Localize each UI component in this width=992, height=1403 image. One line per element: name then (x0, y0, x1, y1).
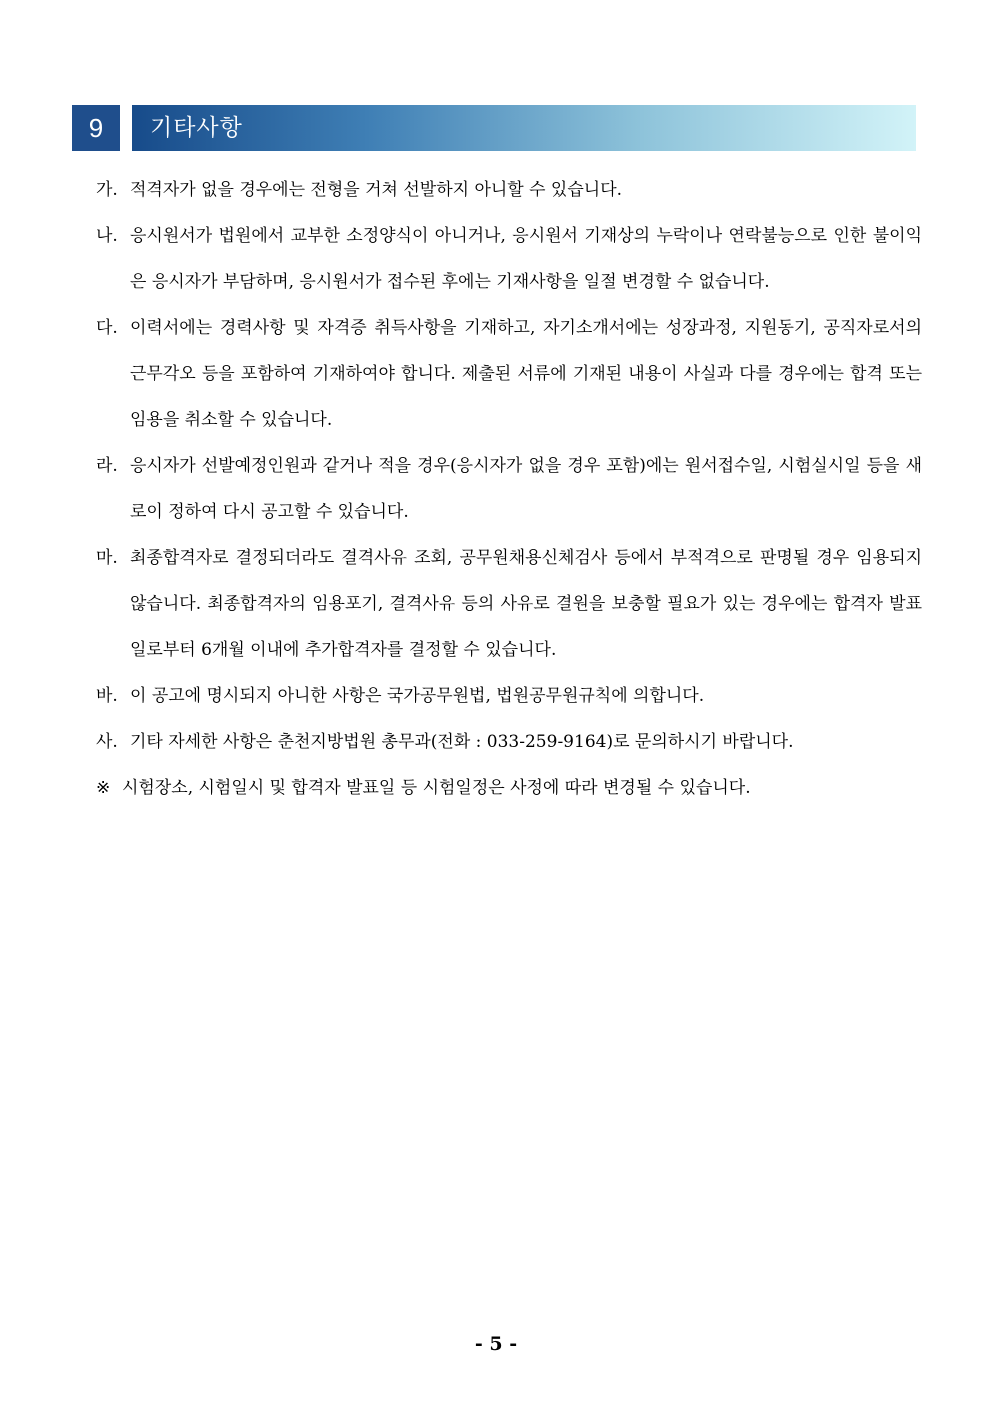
note-marker: ※ (96, 778, 111, 798)
list-item-sa (96, 719, 922, 765)
item-text: 이력서에는 경력사항 및 자격증 취득사항을 기재하고, 자기소개서에는 성장과정, 지원동기, 공직자로서의 근무각오 등을 포함하여 기재하여야 합니다. 제출된 서류에 기재된 내용이 사실과 다를 경우에는 합격 또는 임용을 취소할 수 있습니다. (130, 318, 922, 430)
item-marker: 가. (96, 180, 118, 200)
notice-content (96, 167, 922, 811)
list-item-ra (96, 443, 922, 535)
note-text: 시험장소, 시험일시 및 합격자 발표일 등 시험일정은 사정에 따라 변경될 수 있습니다. (122, 778, 751, 798)
section-title: 기타사항 (150, 115, 243, 141)
item-marker: 다. (96, 318, 118, 338)
list-item-na (96, 213, 922, 305)
item-text: 응시원서가 법원에서 교부한 소정양식이 아니거나, 응시원서 기재상의 누락이나 연락불능으로 인한 불이익은 응시자가 부담하며, 응시원서가 접수된 후에는 기재사항을 일절 변경할 수 없습니다. (130, 226, 922, 292)
list-item-ma (96, 535, 922, 673)
schedule-change-note (96, 765, 922, 811)
page-number: - 5 - (474, 1333, 518, 1355)
item-text: 기타 자세한 사항은 춘천지방법원 총무과(전화 : 033-259-9164)로 문의하시기 바랍니다. (130, 732, 794, 752)
item-marker: 마. (96, 548, 118, 568)
item-marker: 라. (96, 456, 118, 476)
list-item-da (96, 305, 922, 443)
section-number: 9 (72, 105, 120, 151)
item-text: 최종합격자로 결정되더라도 결격사유 조회, 공무원채용신체검사 등에서 부적격으로 판명될 경우 임용되지 않습니다. 최종합격자의 임용포기, 결격사유 등의 사유로 결원을 보충할 필요가 있는 경우에는 합격자 발표일로부터 6개월 이내에 추가합격자를 결정할 수 있습니다. (130, 548, 922, 660)
item-marker: 나. (96, 226, 118, 246)
section-header (72, 105, 916, 151)
item-text: 적격자가 없을 경우에는 전형을 거쳐 선발하지 아니할 수 있습니다. (130, 180, 623, 200)
list-item-ba (96, 673, 922, 719)
item-text: 이 공고에 명시되지 아니한 사항은 국가공무원법, 법원공무원규칙에 의합니다. (130, 686, 705, 706)
list-item-ga (96, 167, 922, 213)
item-marker: 바. (96, 686, 118, 706)
item-marker: 사. (96, 732, 118, 752)
section-title-bar (132, 105, 916, 151)
item-text: 응시자가 선발예정인원과 같거나 적을 경우(응시자가 없을 경우 포함)에는 원서접수일, 시험실시일 등을 새로이 정하여 다시 공고할 수 있습니다. (130, 456, 922, 522)
